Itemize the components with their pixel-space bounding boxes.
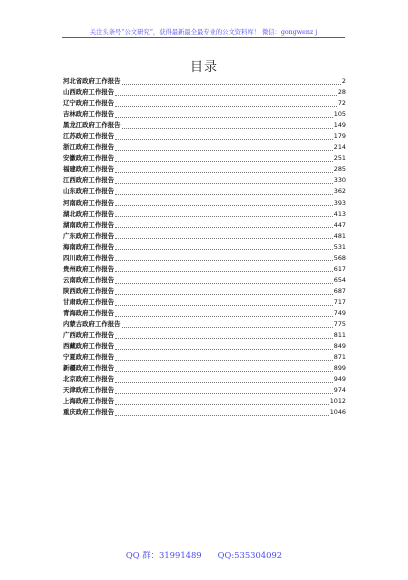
toc-entry-label: 江西政府工作报告 (63, 176, 115, 185)
toc-dot-leader (115, 338, 333, 339)
toc-entry-label: 江苏政府工作报告 (63, 132, 115, 141)
toc-entry-page-number: 775 (333, 320, 346, 329)
toc-entry-page-number: 1046 (329, 408, 346, 417)
toc-entry-label: 河南政府工作报告 (63, 198, 115, 207)
toc-entry-label: 广东政府工作报告 (63, 231, 115, 240)
toc-entry-page-number: 568 (333, 253, 346, 262)
toc-entry-label: 湖北政府工作报告 (63, 209, 115, 218)
toc-dot-leader (115, 415, 329, 416)
toc-entry[interactable] (63, 198, 346, 209)
toc-entry[interactable] (63, 363, 346, 374)
toc-entry-page-number: 617 (333, 264, 346, 273)
page-header: 关注头条号“公文研究”，获得最新最全最专业的公文资料库！ 微信：gongwenz j (89, 29, 318, 36)
toc-entry-label: 云南政府工作报告 (63, 275, 115, 284)
toc-entry[interactable] (63, 209, 346, 220)
toc-entry-label: 内蒙古政府工作报告 (63, 320, 121, 329)
toc-dot-leader (122, 327, 333, 328)
toc-entry-page-number: 811 (333, 331, 346, 340)
toc-entry-page-number: 949 (333, 375, 346, 384)
toc-dot-leader (115, 150, 333, 151)
toc-entry[interactable] (63, 131, 346, 142)
toc-entry-label: 重庆政府工作报告 (63, 408, 115, 417)
toc-entry[interactable] (63, 109, 346, 120)
toc-entry-page-number: 393 (333, 198, 346, 207)
toc-entry-label: 海南政府工作报告 (63, 242, 115, 251)
toc-dot-leader (115, 294, 333, 295)
toc-entry-page-number: 28 (337, 88, 346, 97)
toc-dot-leader (115, 205, 333, 206)
toc-entry-label: 西藏政府工作报告 (63, 342, 115, 351)
toc-entry-label: 浙江政府工作报告 (63, 143, 115, 152)
page-footer: QQ 群：31991489 QQ:535304092 (125, 550, 283, 560)
toc-entry-label: 湖南政府工作报告 (63, 220, 115, 229)
toc-dot-leader (122, 128, 333, 129)
toc-dot-leader (115, 194, 333, 195)
toc-dot-leader (115, 316, 333, 317)
toc-entry-page-number: 447 (333, 220, 346, 229)
toc-entry[interactable] (63, 87, 346, 98)
toc-entry-page-number: 285 (333, 165, 346, 174)
toc-entry-label: 山东政府工作报告 (63, 187, 115, 196)
toc-entry-page-number: 481 (333, 231, 346, 240)
toc-title: 目录 (189, 60, 218, 75)
toc-dot-leader (115, 349, 333, 350)
toc-dot-leader (115, 393, 333, 394)
toc-entry-page-number: 749 (333, 308, 346, 317)
toc-entry-page-number: 413 (333, 209, 346, 218)
toc-dot-leader (115, 371, 333, 372)
toc-entry-page-number: 531 (333, 242, 346, 251)
toc-dot-leader (115, 139, 333, 140)
toc-dot-leader (115, 404, 329, 405)
toc-entry-page-number: 179 (333, 132, 346, 141)
toc-entry-page-number: 72 (337, 99, 346, 108)
toc-dot-leader (115, 360, 333, 361)
toc-entry[interactable] (63, 319, 346, 330)
toc-entry[interactable] (63, 286, 346, 297)
toc-entry[interactable] (63, 341, 346, 352)
toc-entry-page-number: 251 (333, 154, 346, 163)
toc-entry[interactable] (63, 330, 346, 341)
toc-entry[interactable] (63, 98, 346, 109)
toc-dot-leader (115, 249, 333, 250)
toc-entry-label: 辽宁政府工作报告 (63, 99, 115, 108)
toc-entry[interactable] (63, 253, 346, 264)
toc-entry-page-number: 105 (333, 110, 346, 119)
toc-entry-page-number: 899 (333, 364, 346, 373)
toc-entry-label: 吉林政府工作报告 (63, 110, 115, 119)
toc-entry-page-number: 871 (333, 353, 346, 362)
toc-dot-leader (115, 382, 333, 383)
toc-entry[interactable] (63, 231, 346, 242)
toc-entry[interactable] (63, 407, 346, 418)
toc-entry[interactable] (63, 374, 346, 385)
toc-entry[interactable] (63, 175, 346, 186)
toc-entry-label: 青海政府工作报告 (63, 308, 115, 317)
toc-entry-label: 黑龙江政府工作报告 (63, 121, 121, 130)
toc-dot-leader (115, 117, 333, 118)
toc-entry-label: 山西政府工作报告 (63, 88, 115, 97)
toc-entry-page-number: 974 (333, 386, 346, 395)
toc-entry[interactable] (63, 308, 346, 319)
toc-entry[interactable] (63, 120, 346, 131)
toc-entry-page-number: 149 (333, 121, 346, 130)
toc-entry[interactable] (63, 264, 346, 275)
toc-entry-page-number: 849 (333, 342, 346, 351)
toc-dot-leader (115, 106, 337, 107)
toc-entry-page-number: 1012 (329, 397, 346, 406)
toc-entry[interactable] (63, 186, 346, 197)
toc-dot-leader (115, 238, 333, 239)
toc-entry[interactable] (63, 76, 346, 87)
toc-entry[interactable] (63, 164, 346, 175)
toc-entry[interactable] (63, 142, 346, 153)
toc-dot-leader (115, 183, 333, 184)
toc-entry-page-number: 717 (333, 297, 346, 306)
toc-dot-leader (115, 305, 333, 306)
toc-entry-label: 天津政府工作报告 (63, 386, 115, 395)
toc-entry[interactable] (63, 220, 346, 231)
toc-entry-label: 四川政府工作报告 (63, 253, 115, 262)
toc-entry-label: 福建政府工作报告 (63, 165, 115, 174)
toc-entry[interactable] (63, 153, 346, 164)
toc-entry-page-number: 330 (333, 176, 346, 185)
toc-dot-leader (115, 172, 333, 173)
toc-entry[interactable] (63, 297, 346, 308)
toc-entry-label: 贵州政府工作报告 (63, 264, 115, 273)
toc-entry-page-number: 214 (333, 143, 346, 152)
toc-dot-leader (122, 84, 341, 85)
toc-entry-label: 甘肃政府工作报告 (63, 297, 115, 306)
toc-entry[interactable] (63, 242, 346, 253)
toc-entry[interactable] (63, 385, 346, 396)
toc-dot-leader (115, 161, 333, 162)
toc-entry-label: 河北省政府工作报告 (63, 77, 121, 85)
toc-entry-label: 北京政府工作报告 (63, 375, 115, 384)
toc-entry-page-number: 654 (333, 275, 346, 284)
toc-entry-page-number: 2 (341, 77, 346, 85)
toc-dot-leader (115, 227, 333, 228)
toc-entry-label: 宁夏政府工作报告 (63, 353, 115, 362)
toc-entry[interactable] (63, 352, 346, 363)
toc-entry-page-number: 687 (333, 286, 346, 295)
table-of-contents (63, 76, 346, 418)
toc-dot-leader (115, 95, 337, 96)
toc-entry[interactable] (63, 275, 346, 286)
toc-entry-label: 广西政府工作报告 (63, 331, 115, 340)
toc-entry-label: 安徽政府工作报告 (63, 154, 115, 163)
toc-dot-leader (115, 260, 333, 261)
header-divider (62, 37, 345, 38)
toc-dot-leader (115, 271, 333, 272)
toc-entry-page-number: 362 (333, 187, 346, 196)
toc-entry-label: 陕西政府工作报告 (63, 286, 115, 295)
toc-entry-label: 新疆政府工作报告 (63, 364, 115, 373)
toc-entry-label: 上海政府工作报告 (63, 397, 115, 406)
toc-dot-leader (115, 216, 333, 217)
toc-dot-leader (115, 283, 333, 284)
toc-entry[interactable] (63, 396, 346, 407)
